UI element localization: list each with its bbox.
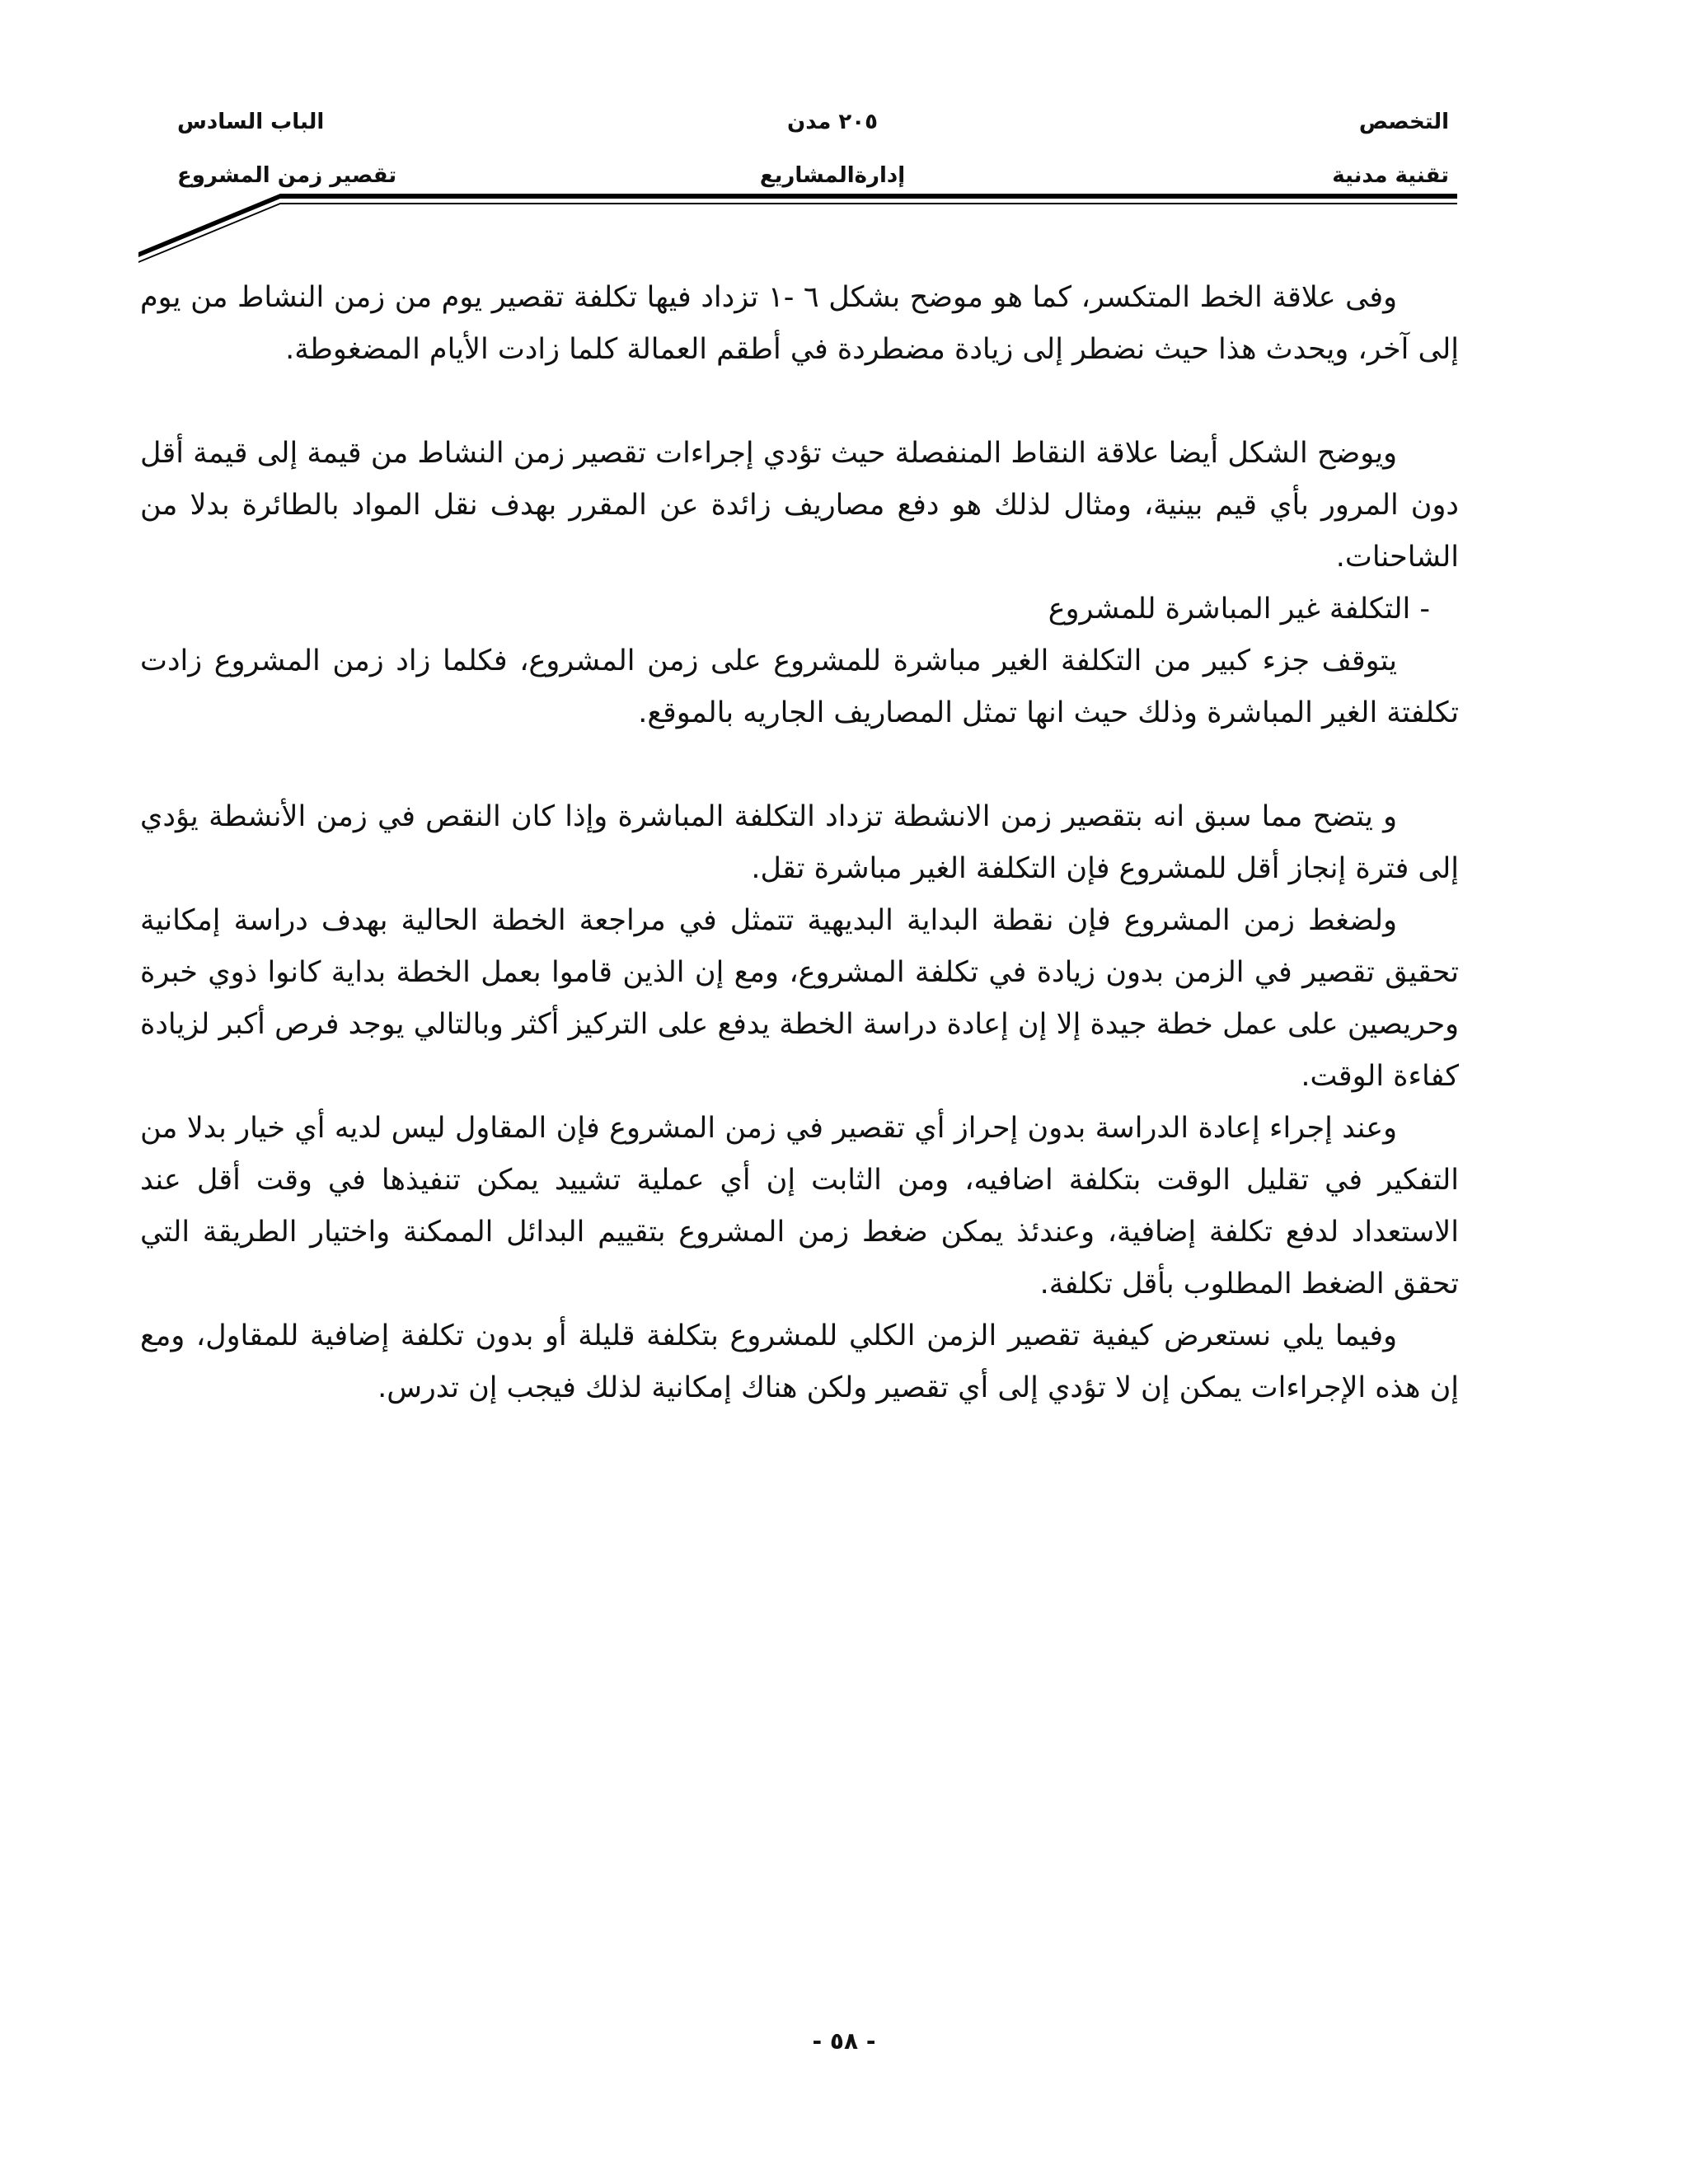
page-number: - ٥٨ - [812,2027,876,2055]
body-text [140,272,1459,1414]
header-chapter-title: تقصير زمن المشروع [177,163,397,188]
header-course-name: إدارةالمشاريع [759,163,906,188]
paragraph-4: و يتضح مما سبق انه بتقصير زمن الانشطة تزداد التكلفة المباشرة وإذا كان النقص في زمن الأنشطة يؤدي إلى فترة إنجاز أقل للمشروع فإن التكلفة الغير مباشرة تقل. [140,800,1459,885]
header-rule-slant [0,0,1688,272]
paragraph-5: ولضغط زمن المشروع فإن نقطة البداية البديهية تتمثل في مراجعة الخطة الحالية بهدف دراسة إمكانية تحقيق تقصير في الزمن بدون زيادة في تكلفة المشروع، ومع إن الذين قاموا بعمل الخطة بداية كانوا ذوي خبرة وحريصين على عمل خطة جيدة إلا إن إعادة دراسة الخطة يدفع على التركيز أكثر وبالتالي يوجد فرص أكبر لزيادة كفاءة الوقت. [140,904,1459,1093]
header-chapter-label: الباب السادس [177,110,325,134]
header-course-code: ٢٠٥ مدن [787,110,878,134]
header-specialization-label: التخصص [1358,110,1449,134]
section-heading: - التكلفة غير المباشرة للمشروع [1048,593,1430,626]
paragraph-1: وفى علاقة الخط المتكسر، كما هو موضح بشكل ٦ -١ تزداد فيها تكلفة تقصير يوم من زمن النشاط من يوم إلى آخر، ويحدث هذا حيث نضطر إلى زيادة مضطردة في أطقم العمالة كلما زادت الأيام المضغوطة. [140,281,1459,366]
header-specialization-value: تقنية مدنية [1332,163,1449,188]
paragraph-7: وفيما يلي نستعرض كيفية تقصير الزمن الكلي للمشروع بتكلفة قليلة أو بدون تكلفة إضافية للمقاول، ومع إن هذه الإجراءات يمكن إن لا تؤدي إلى أي تقصير ولكن هناك إمكانية لذلك فيجب إن تدرس. [140,1319,1459,1404]
paragraph-2: ويوضح الشكل أيضا علاقة النقاط المنفصلة حيث تؤدي إجراءات تقصير زمن النشاط من قيمة إلى قيمة أقل دون المرور بأي قيم بينية، ومثال لذلك هو دفع مصاريف زائدة عن المقرر بهدف نقل المواد بالطائرة بدلا من الشاحنات. [140,437,1459,574]
paragraph-3: يتوقف جزء كبير من التكلفة الغير مباشرة للمشروع على زمن المشروع، فكلما زاد زمن المشروع زادت تكلفتة الغير المباشرة وذلك حيث انها تمثل المصاريف الجاريه بالموقع. [140,644,1459,729]
paragraph-6: وعند إجراء إعادة الدراسة بدون إحراز أي تقصير في زمن المشروع فإن المقاول ليس لديه أي خيار بدلا من التفكير في تقليل الوقت بتكلفة اضافيه، ومن الثابت إن أي عملية تشييد يمكن تنفيذها في وقت أقل عند الاستعداد لدفع تكلفة إضافية، وعندئذ يمكن ضغط زمن المشروع بتقييم البدائل الممكنة واختيار الطريقة التي تحقق الضغط المطلوب بأقل تكلفة. [140,1112,1459,1301]
